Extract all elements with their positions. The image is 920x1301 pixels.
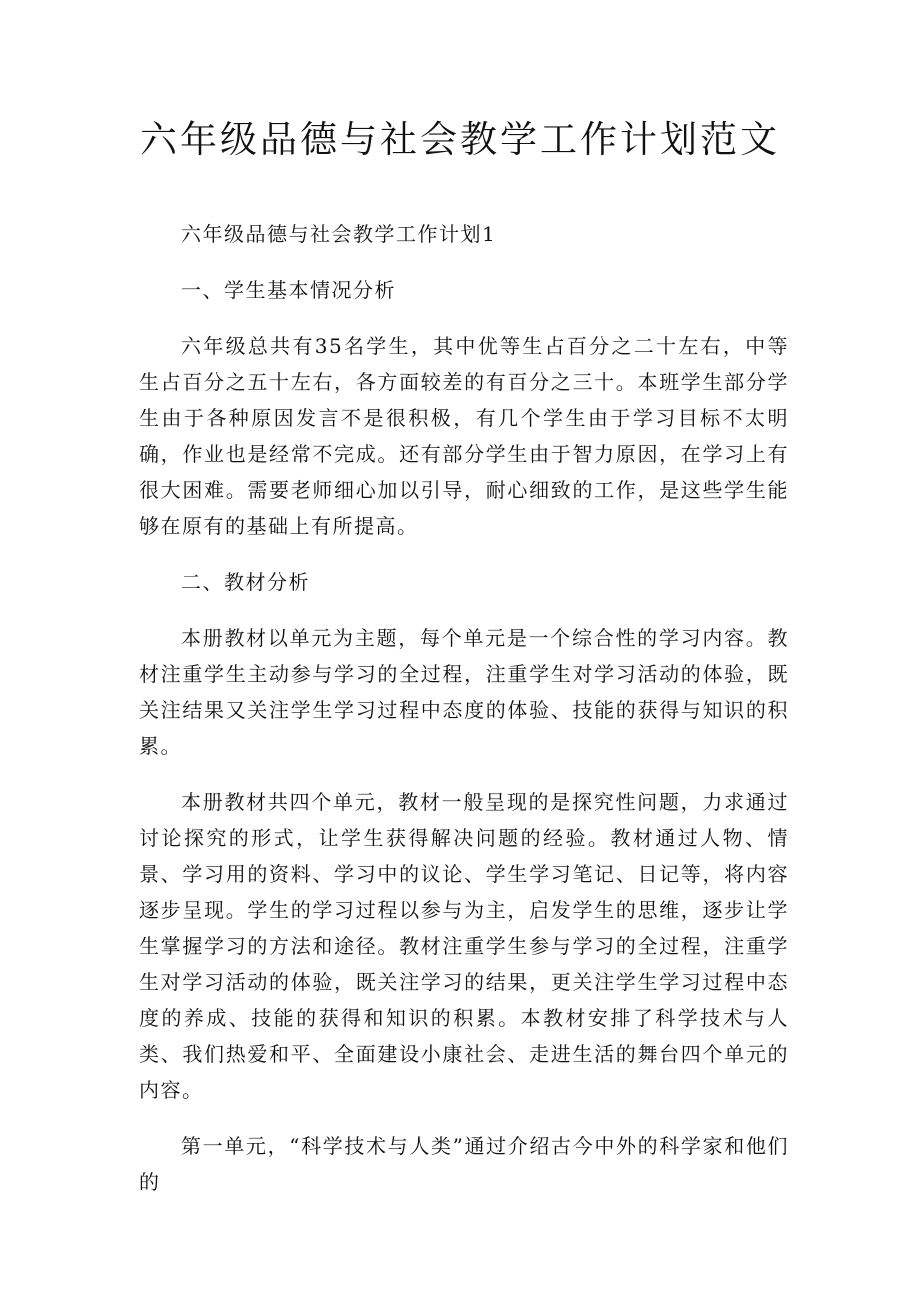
plan-subtitle: 六年级品德与社会教学工作计划1 xyxy=(181,222,497,246)
paragraph-student-analysis: 六年级总共有35名学生，其中优等生占百分之二十左右，中等生占百分之五十左右，各方面较差的有百分之三十。本班学生部分学生由于各种原因发言不是很积极，有几个学生由于学习目标不太明确，作业也是经常不完成。还有部分学生由于智力原因，在学习上有很大困难。需要老师细心加以引导，耐心细致的工作，是这些学生能够在原有的基础上有所提高。 xyxy=(139,334,789,538)
document-body xyxy=(139,216,789,1220)
paragraph-textbook-units: 本册教材共四个单元，教材一般呈现的是探究性问题，力求通过讨论探究的形式，让学生获得解决问题的经验。教材通过人物、情景、学习用的资料、学习中的议论、学生学习笔记、日记等，将内容逐步呈现。学生的学习过程以参与为主，启发学生的思维，逐步让学生掌握学习的方法和途径。教材注重学生参与学习的全过程，注重学生对学习活动的体验，既关注学习的结果，更关注学生学习过程中态度的养成、技能的获得和知识的积累。本教材安排了科学技术与人类、我们热爱和平、全面建设小康社会、走进生活的舞台四个单元的内容。 xyxy=(139,790,789,1102)
paragraph-textbook-overview: 本册教材以单元为主题，每个单元是一个综合性的学习内容。教材注重学生主动参与学习的全过程，注重学生对学习活动的体验，既关注结果又关注学生学习过程中态度的体验、技能的获得与知识的积累。 xyxy=(139,626,789,758)
paragraph-unit-one: 第一单元，“科学技术与人类”通过介绍古今中外的科学家和他们的 xyxy=(139,1134,789,1194)
section-heading-textbook-analysis: 二、教材分析 xyxy=(181,570,310,594)
section-heading-student-analysis: 一、学生基本情况分析 xyxy=(181,278,396,302)
document-title: 六年级品德与社会教学工作计划范文 xyxy=(140,118,780,161)
